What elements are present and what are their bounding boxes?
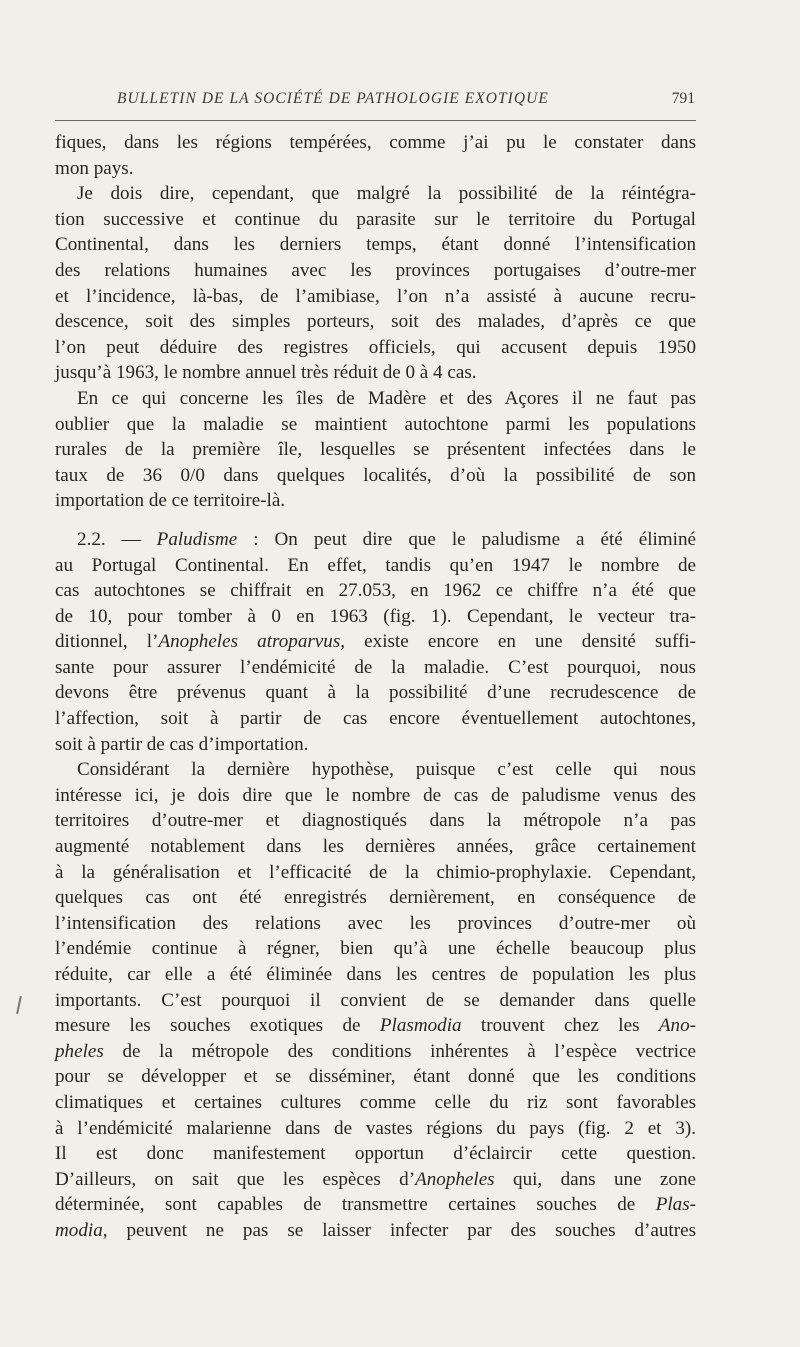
text-line: l’affection, soit à partir de cas encore éventuellement autochtones,	[55, 708, 696, 730]
text-line	[55, 1192, 696, 1218]
running-header	[55, 90, 695, 114]
text-line: quelques cas ont été enregistrés dernièrement, en conséquence de	[55, 887, 696, 909]
species-name: modia	[55, 1219, 103, 1241]
species-name: Anopheles atroparvus	[158, 631, 341, 653]
text-line: mon pays.	[55, 157, 134, 179]
text-line: réduite, car elle a été éliminée dans les centres de population les plus	[55, 964, 696, 985]
species-name: Anopheles	[415, 1168, 495, 1190]
text-line: Il est donc manifestement opportun d’éclaircir cette question.	[55, 1143, 696, 1165]
journal-running-title: BULLETIN DE LA SOCIÉTÉ DE PATHOLOGIE EXOTIQUE	[117, 90, 549, 107]
text-line: tion successive et continue du parasite sur le territoire du Portugal	[55, 208, 696, 230]
body-text	[55, 130, 696, 1244]
text-fragment: qui, dans une zone	[494, 1168, 696, 1190]
text-line: importants. C’est pourquoi il convient de se demander dans quelle	[55, 989, 696, 1011]
text-line: rurales de la première île, lesquelles se présentent infectées dans le	[55, 439, 696, 461]
text-fragment: déterminée, sont capables de transmettre certaines souches de	[55, 1194, 656, 1216]
species-name: pheles	[55, 1040, 104, 1062]
paragraph-portugal-amibiase	[55, 181, 696, 386]
text-line: En ce qui concerne les îles de Madère et des Açores il ne faut pas	[77, 387, 696, 409]
text-line: Considérant la dernière hypothèse, puisque c’est celle qui nous	[77, 759, 696, 781]
text-line: pour se développer et se disséminer, étant donné que les conditions	[55, 1066, 696, 1088]
text-line	[55, 1218, 696, 1244]
text-line: augmenté notablement dans les dernières années, grâce certainement	[55, 836, 696, 858]
text-line	[55, 1167, 696, 1193]
paragraph-hypothese	[55, 757, 696, 1243]
text-line: de 10, pour tomber à 0 en 1963 (fig. 1). Cependant, le vecteur tra-	[55, 605, 696, 627]
section-title: Paludisme	[156, 528, 238, 550]
text-line: l’endémie continue à régner, bien qu’à une échelle beaucoup plus	[55, 938, 696, 960]
text-line: territoires d’outre-mer et diagnostiqués dans la métropole n’a pas	[55, 810, 696, 832]
text-fragment: : On peut dire que le paludisme a été éliminé	[237, 528, 696, 550]
species-name: Ano-	[658, 1015, 696, 1037]
text-fragment: de la métropole des conditions inhérentes à l’espèce vectrice	[103, 1040, 696, 1062]
text-line: sante pour assurer l’endémicité de la maladie. C’est pourquoi, nous	[55, 656, 696, 678]
page-number: 791	[671, 90, 695, 107]
text-line: à la généralisation et l’efficacité de la chimio-prophylaxie. Cependant,	[55, 861, 696, 883]
text-fragment: mesure les souches exotiques de	[55, 1015, 380, 1037]
text-line: taux de 36 0/0 dans quelques localités, d’où la possibilité de son	[55, 464, 696, 486]
species-name: Plasmodia	[379, 1015, 462, 1037]
text-line: à l’endémicité malarienne dans de vastes régions du pays (fig. 2 et 3).	[55, 1117, 696, 1139]
margin-pencil-mark	[16, 996, 22, 1014]
text-line: cas autochtones se chiffrait en 27.053, en 1962 ce chiffre n’a été que	[55, 580, 696, 602]
paragraph-paludisme	[55, 527, 696, 757]
section-number: 2.2. —	[77, 528, 141, 550]
text-fragment: , peuvent ne pas se laisser infecter par des souches d’autres	[102, 1219, 696, 1241]
header-rule	[55, 120, 696, 121]
text-line: climatiques et certaines cultures comme celle du riz sont favorables	[55, 1091, 696, 1113]
section-heading-line	[55, 527, 696, 553]
text-line: Continental, dans les derniers temps, étant donné l’intensification	[55, 234, 696, 256]
text-fragment: D’ailleurs, on sait que les espèces d’	[55, 1168, 416, 1190]
text-line: fiques, dans les régions tempérées, comme j’ai pu le constater dans	[55, 132, 696, 153]
text-line: l’on peut déduire des registres officiels, qui accusent depuis 1950	[55, 336, 696, 358]
paragraph-madere-acores	[55, 386, 696, 514]
text-line	[55, 1013, 696, 1039]
text-line: au Portugal Continental. En effet, tandis qu’en 1947 le nombre de	[55, 554, 696, 576]
text-line: importation de ce territoire-là.	[55, 490, 286, 512]
text-line: et l’incidence, là-bas, de l’amibiase, l’on n’a assisté à aucune recru-	[55, 285, 696, 307]
text-line: oublier que la maladie se maintient autochtone parmi les populations	[55, 413, 696, 435]
text-fragment: ditionnel, l’	[55, 631, 159, 653]
text-line: intéresse ici, je dois dire que le nombre de cas de paludisme venus des	[55, 784, 696, 806]
paragraph-continuation	[55, 130, 696, 181]
text-line	[55, 629, 696, 655]
text-fragment: , existe encore en une densité suffi-	[340, 631, 697, 653]
text-line: soit à partir de cas d’importation.	[55, 733, 309, 755]
text-fragment: trouvent chez les	[461, 1015, 659, 1037]
text-line: devons être prévenus quant à la possibilité d’une recrudescence de	[55, 682, 696, 704]
text-line: l’intensification des relations avec les provinces d’outre-mer où	[55, 912, 696, 934]
text-line: descence, soit des simples porteurs, soit des malades, d’après ce que	[55, 311, 696, 333]
text-line: Je dois dire, cependant, que malgré la possibilité de la réintégra-	[77, 183, 696, 205]
text-line: jusqu’à 1963, le nombre annuel très réduit de 0 à 4 cas.	[55, 362, 477, 384]
text-line: des relations humaines avec les provinces portugaises d’outre-mer	[55, 259, 696, 281]
text-line	[55, 1039, 696, 1065]
species-name: Plas-	[655, 1194, 696, 1216]
